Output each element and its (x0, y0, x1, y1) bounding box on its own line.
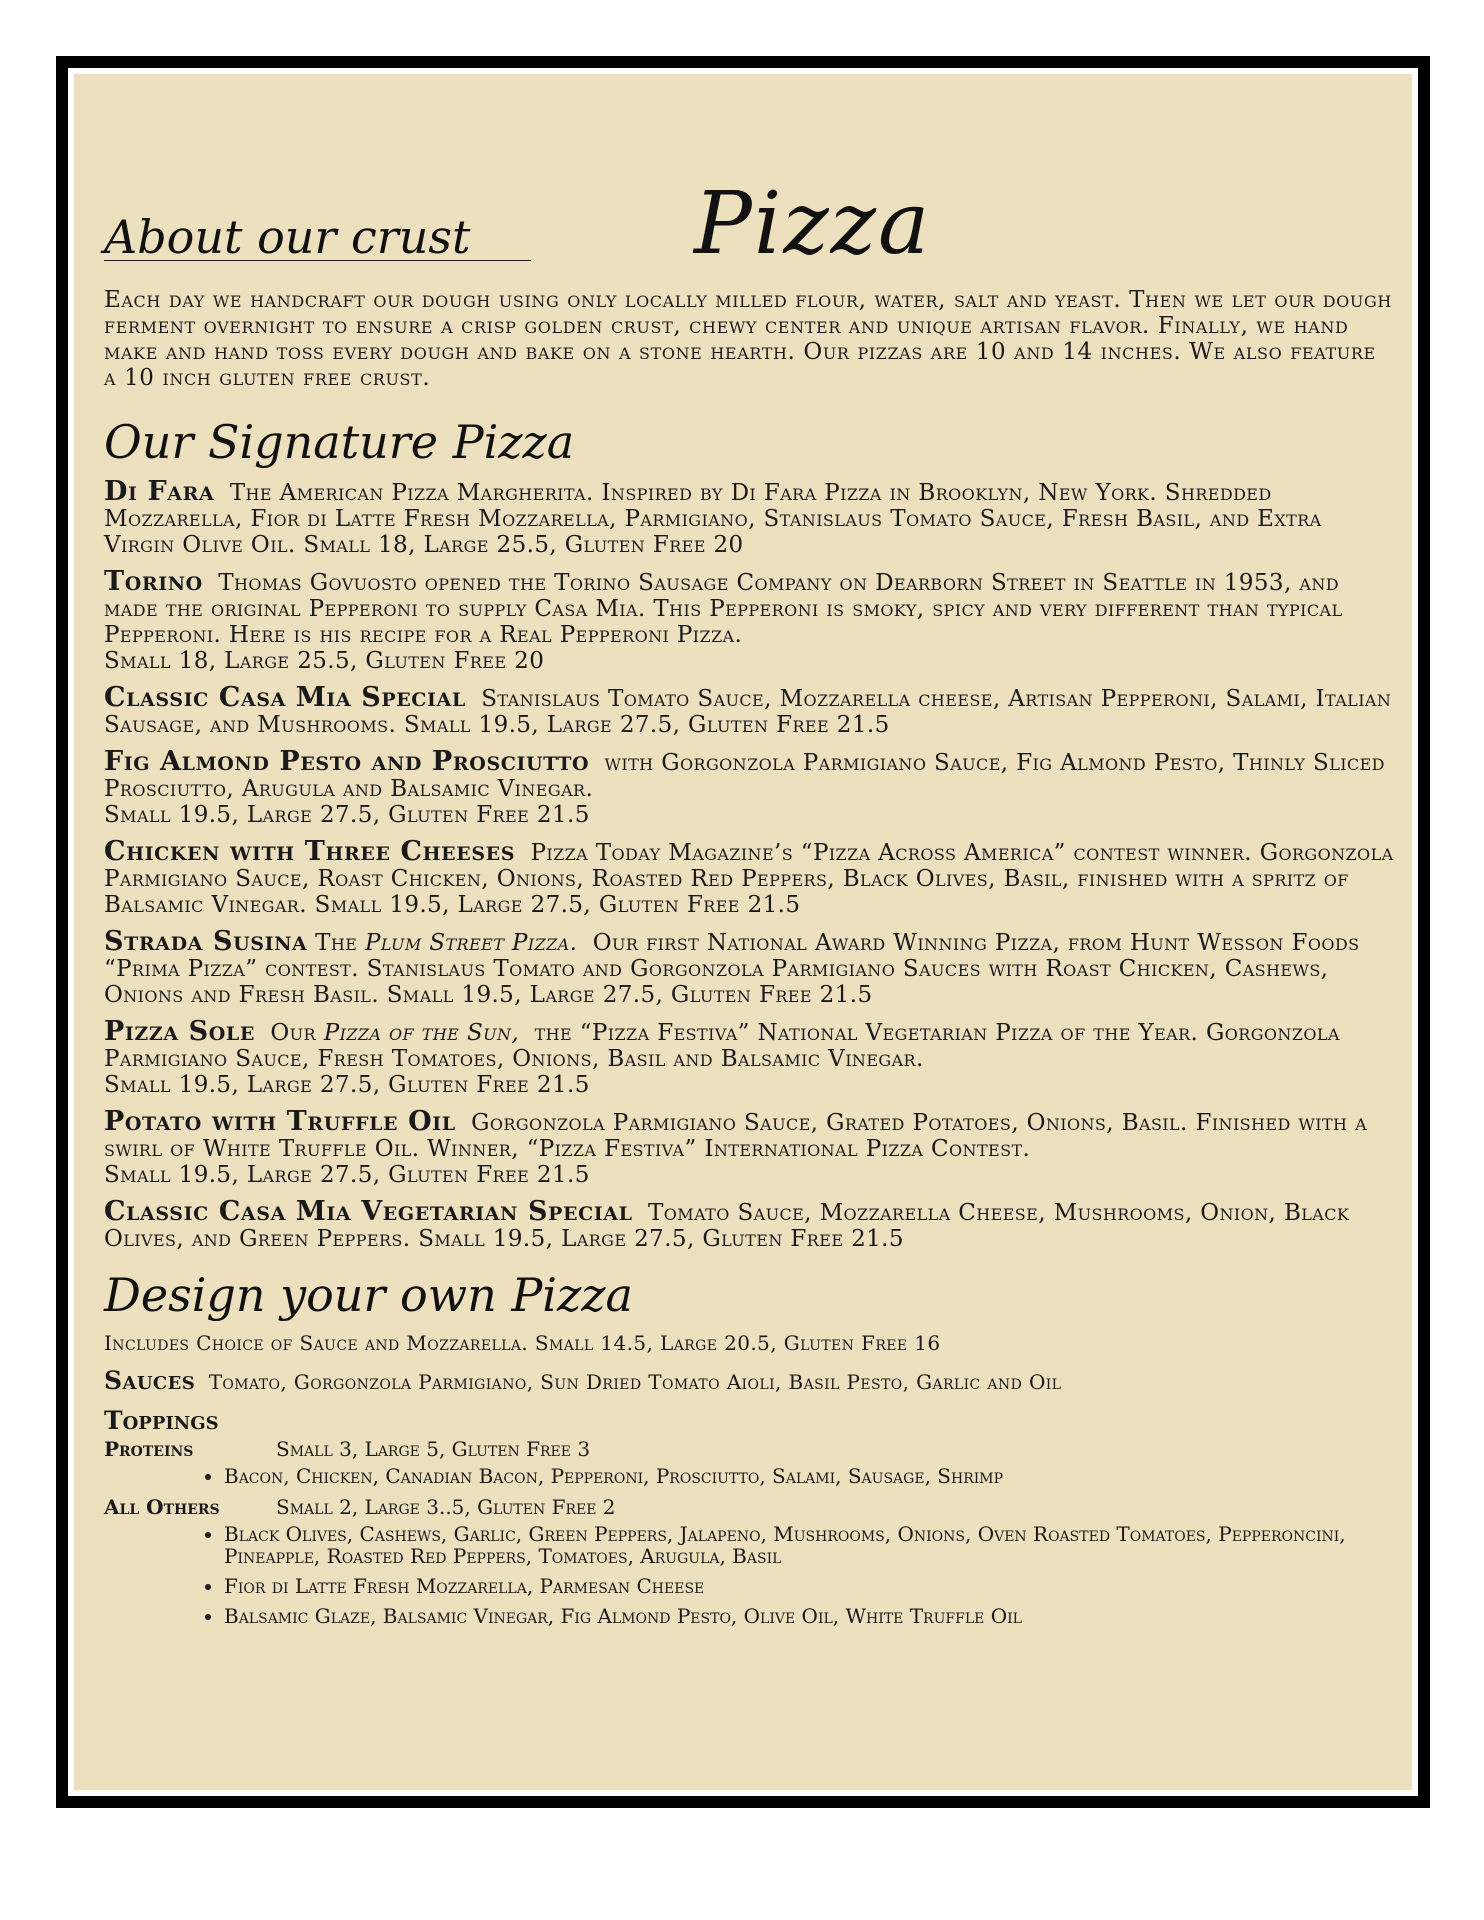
proteins-price: Small 3, Large 5, Gluten Free 3 (276, 1437, 591, 1461)
others-row (104, 1495, 1394, 1519)
menu-content (104, 210, 1394, 1635)
sauces-line: Sauces Tomato, Gorgonzola Parmigiano, Sun Dried Tomato Aioli, Basil Pesto, Garlic and Oil (104, 1366, 1062, 1395)
others-list (104, 1523, 1394, 1627)
proteins-label: Proteins (104, 1437, 194, 1461)
pizza-item: Di Fara The American Pizza Margherita. Inspired by Di Fara Pizza in Brooklyn, New York. Shredded Mozzarella, Fior di Latte Fresh Mozzarella, Parmigiano, Stanislaus Tomato Sauce, Fresh Basil, and Extra Virgin Olive Oil. Small 18, Large 25.5, Gluten Free 20 (104, 476, 1322, 558)
signature-heading: Our Signature Pizza (104, 415, 575, 469)
menu-paper (74, 74, 1412, 1790)
signature-list (104, 476, 1394, 1252)
toppings-heading: Toppings (104, 1406, 219, 1435)
pizza-item: Torino Thomas Govuosto opened the Torino Sausage Company on Dearborn Street in Seattle in 1953, and made the original Pepperoni to supply Casa Mia. This Pepperoni is smoky, spicy and very different than typical Pepperoni. Here is his recipe for a Real Pepperoni Pizza. Small 18, Large 25.5, Gluten Free 20 (104, 566, 1343, 674)
pizza-item: Strada Susina The Plum Street Pizza. Our first National Award Winning Pizza, from Hunt Wesson Foods “Prima Pizza” contest. Stanislaus Tomato and Gorgonzola Parmigiano Sauces with Roast Chicken, Cashews, Onions and Fresh Basil. Small 19.5, Large 27.5, Gluten Free 21.5 (104, 926, 1360, 1008)
design-intro: Includes Choice of Sauce and Mozzarella. Small 14.5, Large 20.5, Gluten Free 16 (104, 1331, 941, 1355)
pizza-item: Classic Casa Mia Vegetarian Special Tomato Sauce, Mozzarella Cheese, Mushrooms, Onion, Black Olives, and Green Peppers. Small 19.5, Large 27.5, Gluten Free 21.5 (104, 1196, 1350, 1252)
list-item: • Black Olives, Cashews, Garlic, Green Peppers, Jalapeno, Mushrooms, Onions, Oven Roasted Tomatoes, Pepperoncini, Pineapple, Roasted Red Peppers, Tomatoes, Arugula, Basil (224, 1523, 1394, 1567)
others-price: Small 2, Large 3..5, Gluten Free 2 (276, 1495, 616, 1519)
others-label: All Others (104, 1495, 220, 1519)
pizza-item: Potato with Truffle Oil Gorgonzola Parmigiano Sauce, Grated Potatoes, Onions, Basil. Finished with a swirl of White Truffle Oil. Winner, “Pizza Festiva” International Pizza Contest. Small 19.5, Large 27.5, Gluten Free 21.5 (104, 1106, 1368, 1188)
menu-title: Pizza (694, 174, 932, 274)
pizza-item: Chicken with Three Cheeses Pizza Today Magazine’s “Pizza Across America” contest winner. Gorgonzola Parmigiano Sauce, Roast Chicken, Onions, Roasted Red Peppers, Black Olives, Basil, finished with a spritz of Balsamic Vinegar. Small 19.5, Large 27.5, Gluten Free 21.5 (104, 836, 1394, 918)
list-item: • Balsamic Glaze, Balsamic Vinegar, Fig Almond Pesto, Olive Oil, White Truffle Oil (224, 1605, 1394, 1627)
list-item: • Fior di Latte Fresh Mozzarella, Parmesan Cheese (224, 1575, 1394, 1597)
proteins-row (104, 1437, 1394, 1461)
crust-description: Each day we handcraft our dough using only locally milled flour, water, salt and yeast. Then we let our dough ferment overnight to ensure a crisp golden crust, chewy center and unique artisan flavor. Finally, we hand make and hand toss every dough and bake on a stone hearth. Our pizzas are 10 and 14 inches. We also feature a 10 inch gluten free crust. (104, 287, 1392, 391)
frame-inner-border (68, 68, 1418, 1796)
menu-frame (56, 56, 1430, 1808)
pizza-item: Pizza Sole Our Pizza of the Sun, the “Pizza Festiva” National Vegetarian Pizza of the Year. Gorgonzola Parmigiano Sauce, Fresh Tomatoes, Onions, Basil and Balsamic Vinegar. Small 19.5, Large 27.5, Gluten Free 21.5 (104, 1016, 1340, 1098)
pizza-item: Fig Almond Pesto and Prosciutto with Gorgonzola Parmigiano Sauce, Fig Almond Pesto, Thinly Sliced Prosciutto, Arugula and Balsamic Vinegar. Small 19.5, Large 27.5, Gluten Free 21.5 (104, 746, 1385, 828)
proteins-list (104, 1465, 1394, 1487)
list-item: • Bacon, Chicken, Canadian Bacon, Pepperoni, Prosciutto, Salami, Sausage, Shrimp (224, 1465, 1394, 1487)
design-heading: Design your own Pizza (104, 1268, 633, 1322)
pizza-item: Classic Casa Mia Special Stanislaus Tomato Sauce, Mozzarella cheese, Artisan Pepperoni, Salami, Italian Sausage, and Mushrooms. Small 19.5, Large 27.5, Gluten Free 21.5 (104, 682, 1392, 738)
crust-heading: About our crust (104, 214, 1394, 261)
